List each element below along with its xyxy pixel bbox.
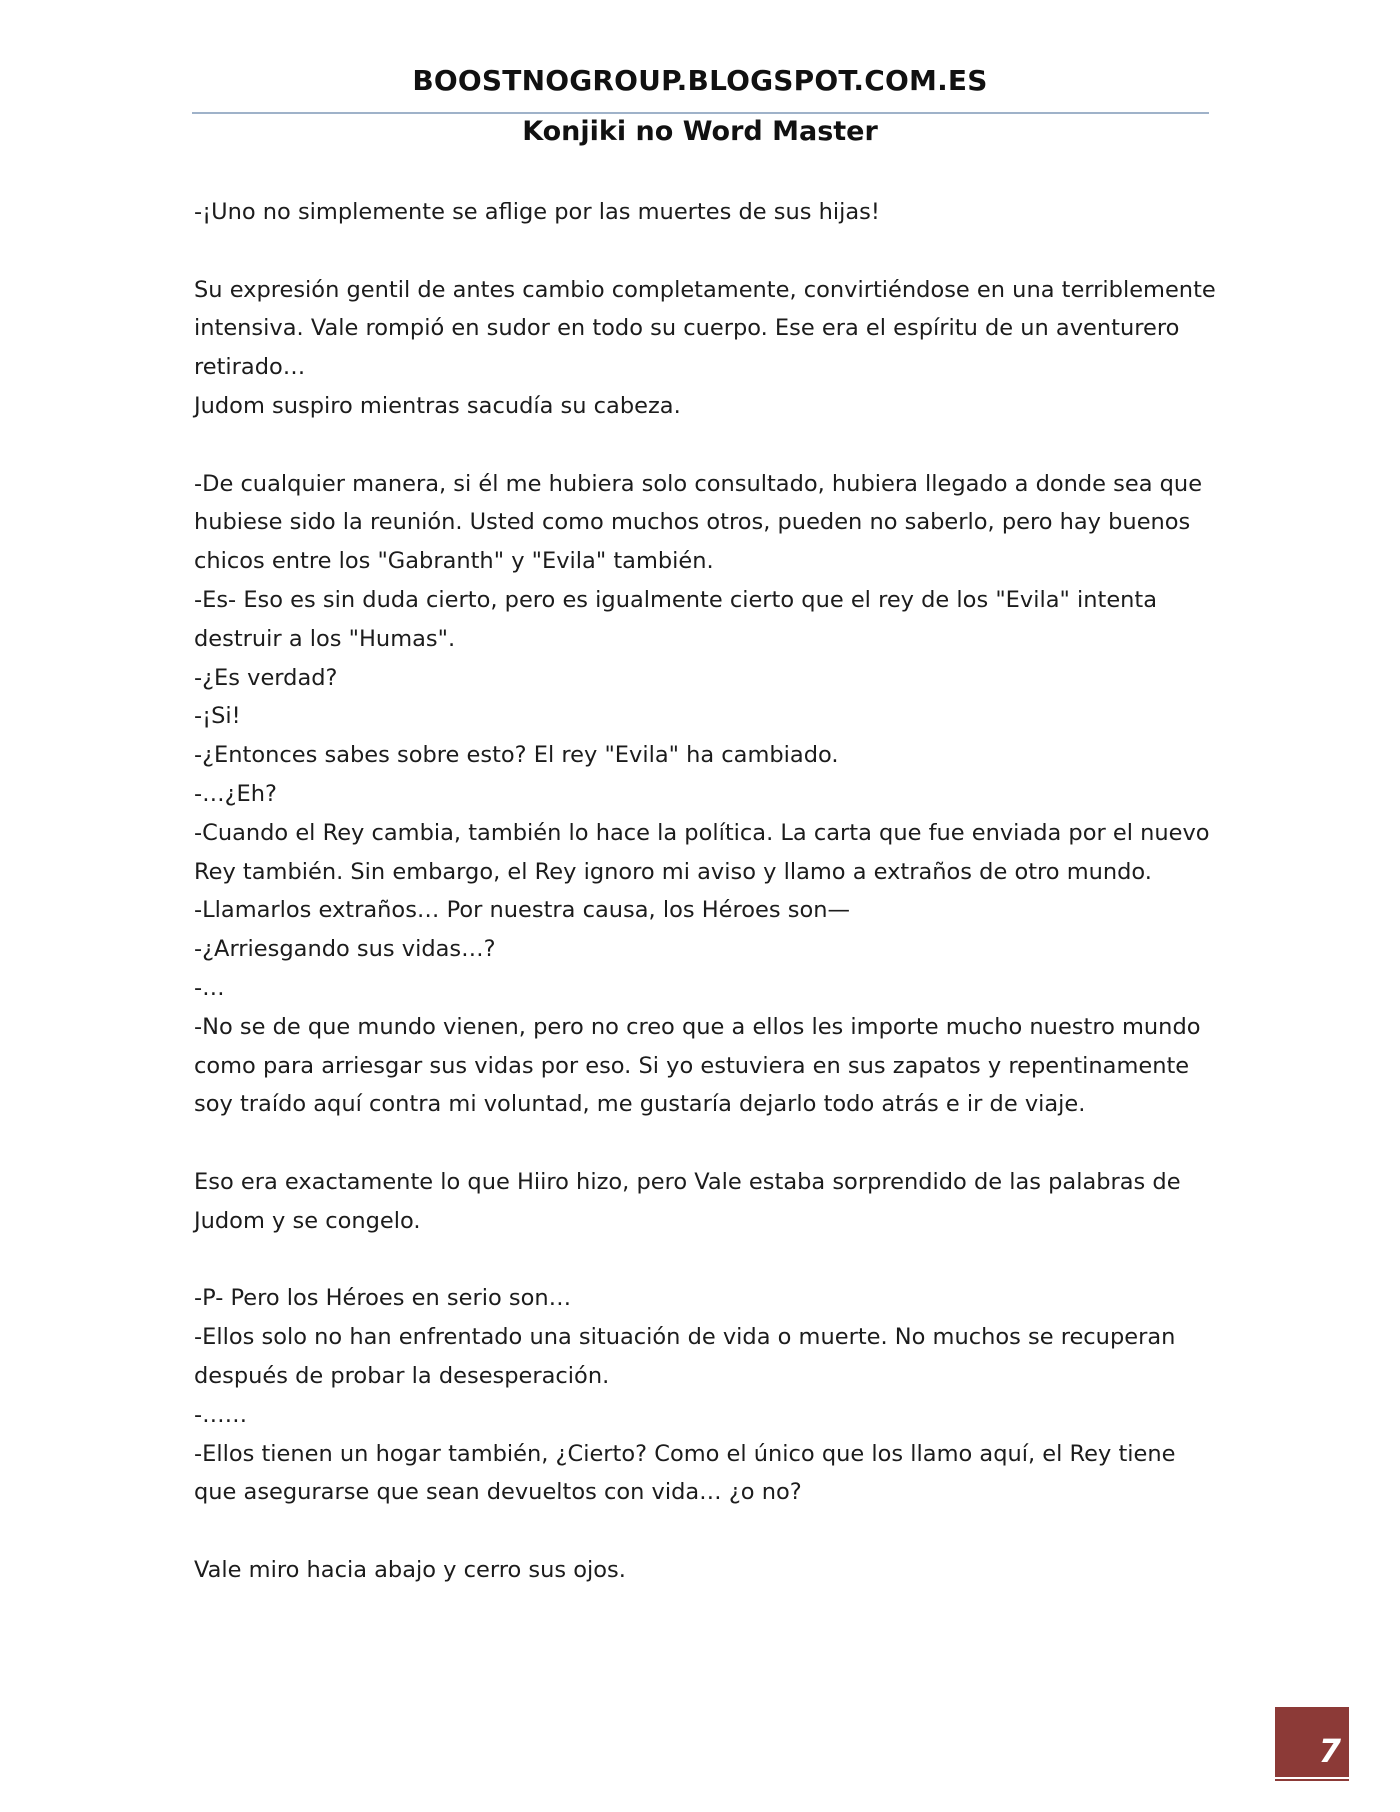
text-line: como para arriesgar sus vidas por eso. Si yo estuviera en sus zapatos y repentinamente — [194, 1052, 1190, 1079]
blank-line — [194, 426, 1224, 465]
text-line: -¿Entonces sabes sobre esto? El rey "Evila" ha cambiado. — [194, 742, 839, 769]
text-line: soy traído aquí contra mi voluntad, me gustaría dejarlo todo atrás e ir de viaje. — [194, 1091, 1086, 1118]
page-number-badge: 7 — [1275, 1707, 1349, 1777]
text-line: Su expresión gentil de antes cambio completamente, convirtiéndose en una terriblemente — [194, 276, 1216, 303]
text-line: Judom suspiro mientras sacudía su cabeza. — [194, 392, 681, 419]
text-line: -¡Si! — [194, 703, 241, 730]
text-line: retirado… — [194, 354, 306, 381]
blank-line — [194, 1512, 1224, 1551]
page-number-underline — [1275, 1779, 1349, 1781]
blank-line — [194, 1124, 1224, 1163]
body-text — [194, 193, 1224, 1590]
text-line: Eso era exactamente lo que Hiiro hizo, pero Vale estaba sorprendido de las palabras de — [194, 1168, 1181, 1195]
text-line: -…¿Eh? — [194, 780, 277, 807]
text-line: -Cuando el Rey cambia, también lo hace la política. La carta que fue enviada por el nuevo — [194, 819, 1210, 846]
text-line: intensiva. Vale rompió en sudor en todo su cuerpo. Ese era el espíritu de un aventurero — [194, 315, 1180, 342]
text-line: -¿Es verdad? — [194, 664, 338, 691]
text-line: -¡Uno no simplemente se aflige por las muertes de sus hijas! — [194, 199, 880, 225]
text-line: destruir a los "Humas". — [194, 625, 456, 652]
text-line: -¿Arriesgando sus vidas…? — [194, 936, 496, 963]
text-line: que asegurarse que sean devueltos con vida… ¿o no? — [194, 1479, 802, 1506]
text-line: -…… — [194, 1401, 248, 1428]
header-divider — [192, 112, 1209, 114]
text-line: después de probar la desesperación. — [194, 1362, 610, 1389]
text-line: hubiese sido la reunión. Usted como muchos otros, pueden no saberlo, pero hay buenos — [194, 509, 1191, 536]
blank-line — [194, 1241, 1224, 1280]
text-line: -Ellos solo no han enfrentado una situación de vida o muerte. No muchos se recuperan — [194, 1324, 1176, 1351]
text-line: -… — [194, 974, 225, 1001]
text-line: -Ellos tienen un hogar también, ¿Cierto? Como el único que los llamo aquí, el Rey tiene — [194, 1440, 1176, 1467]
text-line: -No se de que mundo vienen, pero no creo que a ellos les importe mucho nuestro mundo — [194, 1013, 1201, 1040]
text-line: -Llamarlos extraños… Por nuestra causa, los Héroes son— — [194, 897, 850, 924]
text-line: Vale miro hacia abajo y cerro sus ojos. — [194, 1556, 626, 1583]
text-line: -De cualquier manera, si él me hubiera solo consultado, hubiera llegado a donde sea que — [194, 470, 1203, 497]
text-line: Rey también. Sin embargo, el Rey ignoro mi aviso y llamo a extraños de otro mundo. — [194, 858, 1152, 885]
header-site-name: BOOSTNOGROUP.BLOGSPOT.COM.ES — [412, 64, 988, 97]
text-line: Judom y se congelo. — [194, 1207, 421, 1234]
text-line: -P- Pero los Héroes en serio son… — [194, 1285, 572, 1312]
blank-line — [194, 232, 1224, 271]
text-line: chicos entre los "Gabranth" y "Evila" también. — [194, 548, 714, 575]
text-line: -Es- Eso es sin duda cierto, pero es igualmente cierto que el rey de los "Evila" intenta — [194, 586, 1158, 613]
header-book-title: Konjiki no Word Master — [522, 116, 878, 147]
